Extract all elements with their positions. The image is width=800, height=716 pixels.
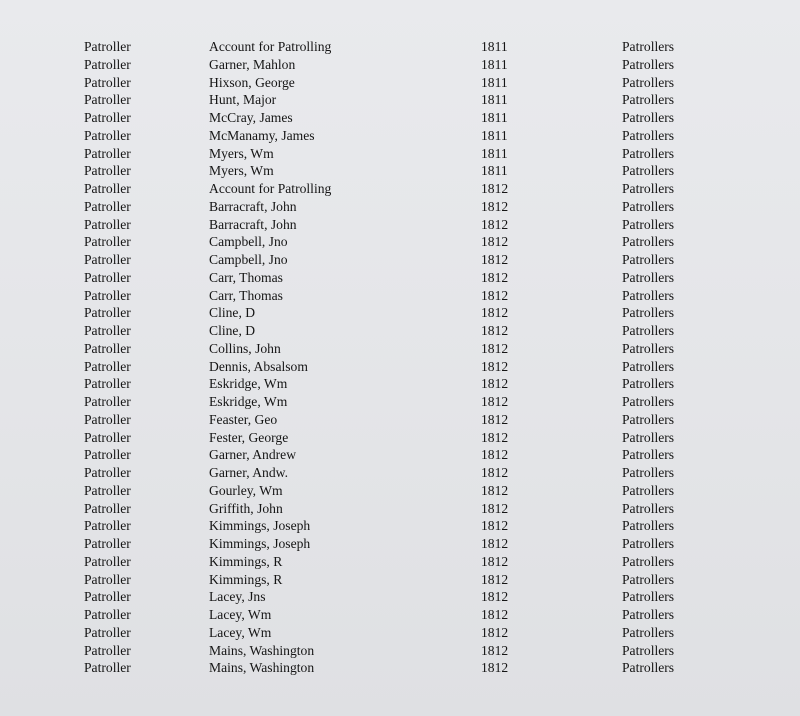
- category-cell: Patrollers: [622, 394, 675, 409]
- role-cell: Patroller: [84, 553, 131, 569]
- ledger-row: [0, 464, 800, 482]
- name-cell: Kimmings, R: [209, 571, 283, 587]
- ledger-row: [0, 535, 800, 553]
- year-cell: 1811: [481, 127, 508, 143]
- ledger-row: [0, 74, 800, 92]
- category-cell: Patrollers: [622, 518, 675, 534]
- category-cell: Patrollers: [622, 482, 675, 498]
- name-cell: Fester, George: [209, 429, 289, 445]
- role-cell: Patroller: [84, 376, 131, 392]
- ledger-row: [0, 588, 800, 606]
- role-cell: Patroller: [84, 92, 131, 108]
- category-cell: Patrollers: [622, 145, 675, 161]
- ledger-row: [0, 411, 800, 429]
- name-cell: Kimmings, R: [209, 553, 283, 569]
- ledger-row: [0, 571, 800, 589]
- year-cell: 1812: [481, 376, 509, 392]
- ledger-row: [0, 322, 800, 340]
- role-cell: Patroller: [84, 607, 131, 622]
- category-cell: Patrollers: [622, 571, 675, 587]
- category-cell: Patrollers: [622, 358, 675, 374]
- category-cell: Patrollers: [622, 376, 675, 392]
- ledger-row: [0, 198, 800, 216]
- ledger-row: [0, 358, 800, 376]
- category-cell: Patrollers: [622, 127, 675, 143]
- year-cell: 1812: [481, 660, 509, 676]
- ledger-row: [0, 553, 800, 571]
- category-cell: Patrollers: [622, 500, 675, 516]
- role-cell: Patroller: [84, 429, 131, 445]
- role-cell: Patroller: [84, 39, 131, 54]
- ledger-row: [0, 56, 800, 74]
- name-cell: Barracraft, John: [209, 216, 297, 232]
- year-cell: 1812: [481, 252, 509, 267]
- role-cell: Patroller: [84, 358, 131, 374]
- ledger-row: [0, 109, 800, 127]
- role-cell: Patroller: [84, 642, 131, 658]
- name-cell: McManamy, James: [209, 127, 315, 143]
- ledger-row: [0, 375, 800, 393]
- year-cell: 1812: [481, 500, 509, 516]
- category-cell: Patrollers: [622, 642, 675, 658]
- role-cell: Patroller: [84, 447, 131, 463]
- role-cell: Patroller: [84, 305, 131, 321]
- name-cell: Garner, Andw.: [209, 465, 288, 480]
- category-cell: Patrollers: [622, 39, 675, 54]
- name-cell: Eskridge, Wm: [209, 376, 288, 392]
- role-cell: Patroller: [84, 340, 131, 356]
- ledger-row: [0, 482, 800, 500]
- role-cell: Patroller: [84, 323, 131, 338]
- year-cell: 1812: [481, 198, 509, 214]
- year-cell: 1812: [481, 624, 509, 640]
- category-cell: Patrollers: [622, 252, 675, 267]
- year-cell: 1812: [481, 482, 509, 498]
- role-cell: Patroller: [84, 589, 131, 605]
- role-cell: Patroller: [84, 465, 131, 480]
- year-cell: 1812: [481, 571, 509, 587]
- year-cell: 1812: [481, 642, 509, 658]
- category-cell: Patrollers: [622, 181, 675, 196]
- category-cell: Patrollers: [622, 305, 675, 321]
- year-cell: 1812: [481, 607, 509, 622]
- ledger-row: [0, 38, 800, 56]
- name-cell: Lacey, Wm: [209, 624, 272, 640]
- year-cell: 1812: [481, 447, 509, 463]
- role-cell: Patroller: [84, 624, 131, 640]
- category-cell: Patrollers: [622, 465, 675, 480]
- ledger-row: [0, 429, 800, 447]
- ledger-row: [0, 393, 800, 411]
- role-cell: Patroller: [84, 110, 131, 125]
- category-cell: Patrollers: [622, 660, 675, 676]
- year-cell: 1812: [481, 536, 509, 551]
- category-cell: Patrollers: [622, 323, 675, 338]
- category-cell: Patrollers: [622, 234, 675, 250]
- name-cell: Feaster, Geo: [209, 411, 278, 427]
- ledger-row: [0, 145, 800, 163]
- category-cell: Patrollers: [622, 216, 675, 232]
- category-cell: Patrollers: [622, 429, 675, 445]
- year-cell: 1812: [481, 287, 509, 303]
- role-cell: Patroller: [84, 74, 131, 90]
- year-cell: 1812: [481, 465, 509, 480]
- name-cell: Mains, Washington: [209, 660, 315, 676]
- year-cell: 1811: [481, 56, 508, 72]
- ledger-row: [0, 269, 800, 287]
- year-cell: 1812: [481, 358, 509, 374]
- ledger-row: [0, 606, 800, 624]
- name-cell: Cline, D: [209, 323, 256, 338]
- year-cell: 1812: [481, 234, 509, 250]
- name-cell: Kimmings, Joseph: [209, 518, 311, 534]
- year-cell: 1812: [481, 518, 509, 534]
- year-cell: 1811: [481, 92, 508, 108]
- category-cell: Patrollers: [622, 624, 675, 640]
- ledger-row: [0, 500, 800, 518]
- year-cell: 1811: [481, 163, 508, 179]
- ledger-row: [0, 446, 800, 464]
- name-cell: Lacey, Wm: [209, 607, 272, 622]
- ledger-row: [0, 216, 800, 234]
- role-cell: Patroller: [84, 216, 131, 232]
- role-cell: Patroller: [84, 234, 131, 250]
- role-cell: Patroller: [84, 518, 131, 534]
- year-cell: 1812: [481, 216, 509, 232]
- role-cell: Patroller: [84, 127, 131, 143]
- role-cell: Patroller: [84, 198, 131, 214]
- year-cell: 1811: [481, 74, 508, 90]
- role-cell: Patroller: [84, 394, 131, 409]
- role-cell: Patroller: [84, 287, 131, 303]
- name-cell: Campbell, Jno: [209, 234, 288, 250]
- category-cell: Patrollers: [622, 92, 675, 108]
- year-cell: 1812: [481, 589, 509, 605]
- category-cell: Patrollers: [622, 553, 675, 569]
- name-cell: Gourley, Wm: [209, 482, 283, 498]
- category-cell: Patrollers: [622, 287, 675, 303]
- role-cell: Patroller: [84, 660, 131, 676]
- name-cell: Account for Patrolling: [209, 181, 332, 196]
- year-cell: 1812: [481, 181, 509, 196]
- role-cell: Patroller: [84, 269, 131, 285]
- role-cell: Patroller: [84, 145, 131, 161]
- category-cell: Patrollers: [622, 340, 675, 356]
- name-cell: Dennis, Absalsom: [209, 358, 308, 374]
- ledger-row: [0, 659, 800, 677]
- role-cell: Patroller: [84, 482, 131, 498]
- year-cell: 1811: [481, 110, 508, 125]
- role-cell: Patroller: [84, 163, 131, 179]
- category-cell: Patrollers: [622, 536, 675, 551]
- ledger-row: [0, 180, 800, 198]
- ledger-row: [0, 162, 800, 180]
- category-cell: Patrollers: [622, 589, 675, 605]
- role-cell: Patroller: [84, 56, 131, 72]
- year-cell: 1812: [481, 394, 509, 409]
- name-cell: Kimmings, Joseph: [209, 536, 311, 551]
- ledger-row: [0, 251, 800, 269]
- ledger-row: [0, 91, 800, 109]
- ledger-row: [0, 233, 800, 251]
- name-cell: Account for Patrolling: [209, 39, 332, 54]
- name-cell: Hixson, George: [209, 74, 295, 90]
- name-cell: Cline, D: [209, 305, 256, 321]
- role-cell: Patroller: [84, 500, 131, 516]
- ledger-row: [0, 642, 800, 660]
- name-cell: Myers, Wm: [209, 163, 274, 179]
- role-cell: Patroller: [84, 252, 131, 267]
- name-cell: Carr, Thomas: [209, 269, 283, 285]
- category-cell: Patrollers: [622, 163, 675, 179]
- name-cell: Eskridge, Wm: [209, 394, 288, 409]
- name-cell: Myers, Wm: [209, 145, 274, 161]
- ledger-row: [0, 517, 800, 535]
- year-cell: 1811: [481, 39, 508, 54]
- role-cell: Patroller: [84, 411, 131, 427]
- name-cell: Garner, Andrew: [209, 447, 297, 463]
- ledger-row: [0, 340, 800, 358]
- name-cell: McCray, James: [209, 110, 293, 125]
- role-cell: Patroller: [84, 181, 131, 196]
- year-cell: 1812: [481, 553, 509, 569]
- patroller-ledger-list: [0, 38, 800, 677]
- year-cell: 1812: [481, 323, 509, 338]
- ledger-row: [0, 287, 800, 305]
- year-cell: 1812: [481, 411, 509, 427]
- name-cell: Carr, Thomas: [209, 287, 283, 303]
- role-cell: Patroller: [84, 536, 131, 551]
- ledger-row: [0, 624, 800, 642]
- name-cell: Barracraft, John: [209, 198, 297, 214]
- category-cell: Patrollers: [622, 198, 675, 214]
- category-cell: Patrollers: [622, 447, 675, 463]
- category-cell: Patrollers: [622, 74, 675, 90]
- category-cell: Patrollers: [622, 269, 675, 285]
- category-cell: Patrollers: [622, 411, 675, 427]
- ledger-row: [0, 127, 800, 145]
- year-cell: 1812: [481, 429, 509, 445]
- name-cell: Hunt, Major: [209, 92, 277, 108]
- year-cell: 1812: [481, 340, 509, 356]
- name-cell: Campbell, Jno: [209, 252, 288, 267]
- year-cell: 1812: [481, 305, 509, 321]
- name-cell: Garner, Mahlon: [209, 56, 296, 72]
- category-cell: Patrollers: [622, 56, 675, 72]
- name-cell: Mains, Washington: [209, 642, 315, 658]
- name-cell: Griffith, John: [209, 500, 283, 516]
- name-cell: Collins, John: [209, 340, 281, 356]
- category-cell: Patrollers: [622, 110, 675, 125]
- year-cell: 1811: [481, 145, 508, 161]
- role-cell: Patroller: [84, 571, 131, 587]
- ledger-row: [0, 304, 800, 322]
- year-cell: 1812: [481, 269, 509, 285]
- name-cell: Lacey, Jns: [209, 589, 266, 605]
- category-cell: Patrollers: [622, 607, 675, 622]
